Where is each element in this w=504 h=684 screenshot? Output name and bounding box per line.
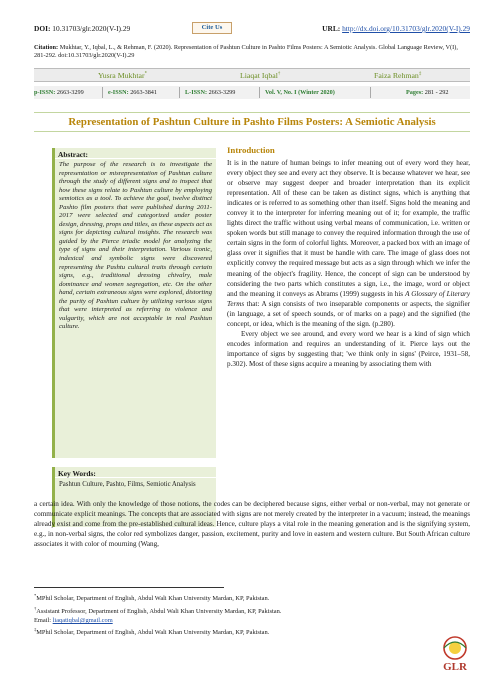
e-issn-label: e-ISSN:	[108, 89, 129, 96]
footnote-1-mark: *	[34, 593, 37, 598]
author-1	[98, 71, 147, 80]
footnote-3-text: MPhil Scholar, Department of English, Abdul Wali Khan University Mardan, KP, Pakistan.	[36, 629, 270, 637]
divider	[102, 87, 103, 98]
paper-title: Representation of Pashtun Culture in Pashto Films Posters: A Semiotic Analysis	[34, 112, 470, 132]
keywords-body: Pashtun Culture, Pashto, Films, Semiotic Analysis	[59, 481, 196, 488]
l-issn	[185, 89, 235, 96]
introduction-body	[227, 158, 470, 369]
cite-us-logo[interactable]	[192, 22, 232, 34]
author-1-name: Yusra Mukhtar	[98, 71, 145, 80]
doi-value: 10.31703/glr.2020(V-I).29	[52, 24, 131, 33]
footnote-email	[34, 616, 414, 625]
p-issn	[34, 89, 84, 96]
url-link[interactable]: http://dx.doi.org/10.31703/glr.2020(V-I).29	[342, 24, 470, 33]
introduction-heading: Introduction	[227, 145, 275, 155]
author-2-mark: †	[277, 71, 281, 77]
p-issn-value: 2663-3299	[56, 89, 84, 96]
author-1-mark: *	[144, 71, 147, 77]
abstract-heading: Abstract:	[55, 148, 216, 159]
footnote-3-mark: ‡	[34, 627, 37, 633]
glr-logo	[436, 634, 474, 678]
doi-label: DOI:	[34, 24, 51, 33]
volume-text: Vol. V, No. I (Winter 2020)	[265, 89, 335, 96]
logo-core	[449, 642, 461, 654]
citation-text: Mukhtar, Y., Iqbal, L., & Rehman, F. (2020). Representation of Pashtun Culture in Pashto Films Posters: A Semiotic Analysis. Global Language Review, V(I), 281-292. doi:10.31703/glr.2020(V-I).29	[34, 44, 458, 60]
header-bar	[34, 22, 470, 36]
author-3-mark: ‡	[418, 71, 422, 77]
divider	[259, 87, 260, 98]
intro-paragraph-2: Every object we see around, and every word we hear is a kind of sign which encodes information and requires an understanding of it. Pierce lays out the importance of signs by suggesting that; 'we think only in signs' (Peirce, 1931–58, p.302). Most of these signs acquire a meaning by associating them with	[227, 329, 470, 368]
pages-value: 281 - 292	[424, 89, 449, 96]
citation	[34, 44, 470, 61]
issn-bar	[34, 86, 470, 99]
pages	[406, 89, 448, 96]
intro-book-title: A Glossary of Literary Terms	[227, 289, 470, 308]
p-issn-label: p-ISSN:	[34, 89, 56, 96]
author-3-name: Faiza Rehman	[374, 71, 419, 80]
logo-text: GLR	[443, 661, 467, 673]
author-2-name: Liaqat Iqbal	[240, 71, 278, 80]
footnote-2-mark: †	[34, 605, 37, 611]
abstract-body: The purpose of the research is to investigate the representation or misrepresentation of Pashtun culture through the study of different signs and to inspect that how these signs relate to Pashtun culture by employing semiotics as a tool. To achieve the goal, twelve distinct Pashto film posters that were published during 2011-2017 were selected and categorized under poster design, dressing, props and titles, as these aspects act as signs for depicting cultural insights. The research was guided by the Pierce triadic model for analyzing the type of signs and their interpretation. Various iconic, indexical and symbolic signs were discovered representing the Pashtu cultural traits through certain signs, e.g., traditional dressing chivalry, male dominance and women segregation, etc. On the other hand, certain extraneous signs were explored, distorting the purity of Pashtun culture by utilizing various signs that were interpreted as referring to violence and vulgarity, which are not acceptable in real Pashtun culture.	[59, 161, 212, 331]
divider	[179, 87, 180, 98]
doi	[34, 24, 130, 33]
l-issn-label: L-ISSN:	[185, 89, 208, 96]
author-2	[240, 71, 280, 80]
intro-p1-end: that: A sign consists of two inseparable components or aspects, the signifier (in language, a set of speech sounds, or of marks on a page) and the signified (the concept, or idea, which is the meaning of the sign. (p.280).	[227, 299, 470, 328]
e-issn-value: 2663-3841	[130, 89, 157, 96]
footnotes	[34, 591, 414, 638]
pages-label: Pages:	[406, 89, 424, 96]
footnote-2	[34, 604, 414, 617]
url	[322, 24, 470, 33]
l-issn-value: 2663-3299	[208, 89, 236, 96]
footnote-1-text: MPhil Scholar, Department of English, Abdul Wali Khan University Mardan, KP, Pakistan.	[36, 595, 270, 603]
footnote-3	[34, 625, 414, 638]
footnote-rule	[34, 587, 224, 588]
divider	[370, 87, 371, 98]
footnote-1	[34, 591, 414, 604]
citation-label: Citation:	[34, 44, 59, 51]
abstract-box	[52, 148, 216, 458]
footnote-2-text: Assistant Professor, Department of English, Abdul Wali Khan University Mardan, KP, Pakistan.	[36, 607, 282, 615]
intro-paragraph-1	[227, 158, 470, 329]
body-text-continued: a certain idea. With only the knowledge of those notions, the codes can be deciphered because signs, either verbal or non-verbal, may not generate or communicate explicit meanings. The concepts that are associated with signs are not merely created by the interpreter in a vacuum; instead, the meanings already exist and come from the pre-established cultural ideas. Hence, culture plays a vital role in the meaning generation and is the signifying system, e.g., in non-verbal signs, the color red symbolizes danger, passion, excitement, purity and love in eastern and western culture. But South African culture associates it with color of mourning (Wang,	[34, 500, 470, 549]
url-label: URL:	[322, 24, 341, 33]
email-label: Email:	[34, 617, 52, 625]
cite-us-text: Cite Us	[201, 24, 223, 31]
intro-p1-text: It is in the nature of human beings to infer meaning out of every word they hear, every object they see and every act they observe. It is because whatever we hear, see or observe may suggest deeper and broader interpretation than its explicit representation. All of these can be taken as distinct signs, which is anything that indicates or is referred to as something other than itself. Signs hold the meaning and convey it to the interpreter for inferring meaning out of it; for example, the traffic lights direct the traffic without using verbal means of communication, i.e. written or spoken words but still manage to convey the required information through the use of certain signs in the form of colorful lights. Moreover, a packed box with an image of glass over it signifies that it must be handle with care. The image of glass does not explicitly convey the required message but acts as a sign through which we infer the meaning of the object's fragility. Hence, the concept of sign can be understood by considering the two parts which constitutes a sign, i.e., the image, word or object and the meaning it conveys as Abrams (1999) suggests in his	[227, 159, 470, 298]
email-link[interactable]: liaqatiqbal@gmail.com	[52, 617, 113, 625]
keywords-heading: Key Words:	[55, 467, 216, 478]
author-3	[374, 71, 421, 80]
authors-bar	[34, 68, 470, 82]
volume	[265, 89, 335, 96]
e-issn	[108, 89, 157, 96]
